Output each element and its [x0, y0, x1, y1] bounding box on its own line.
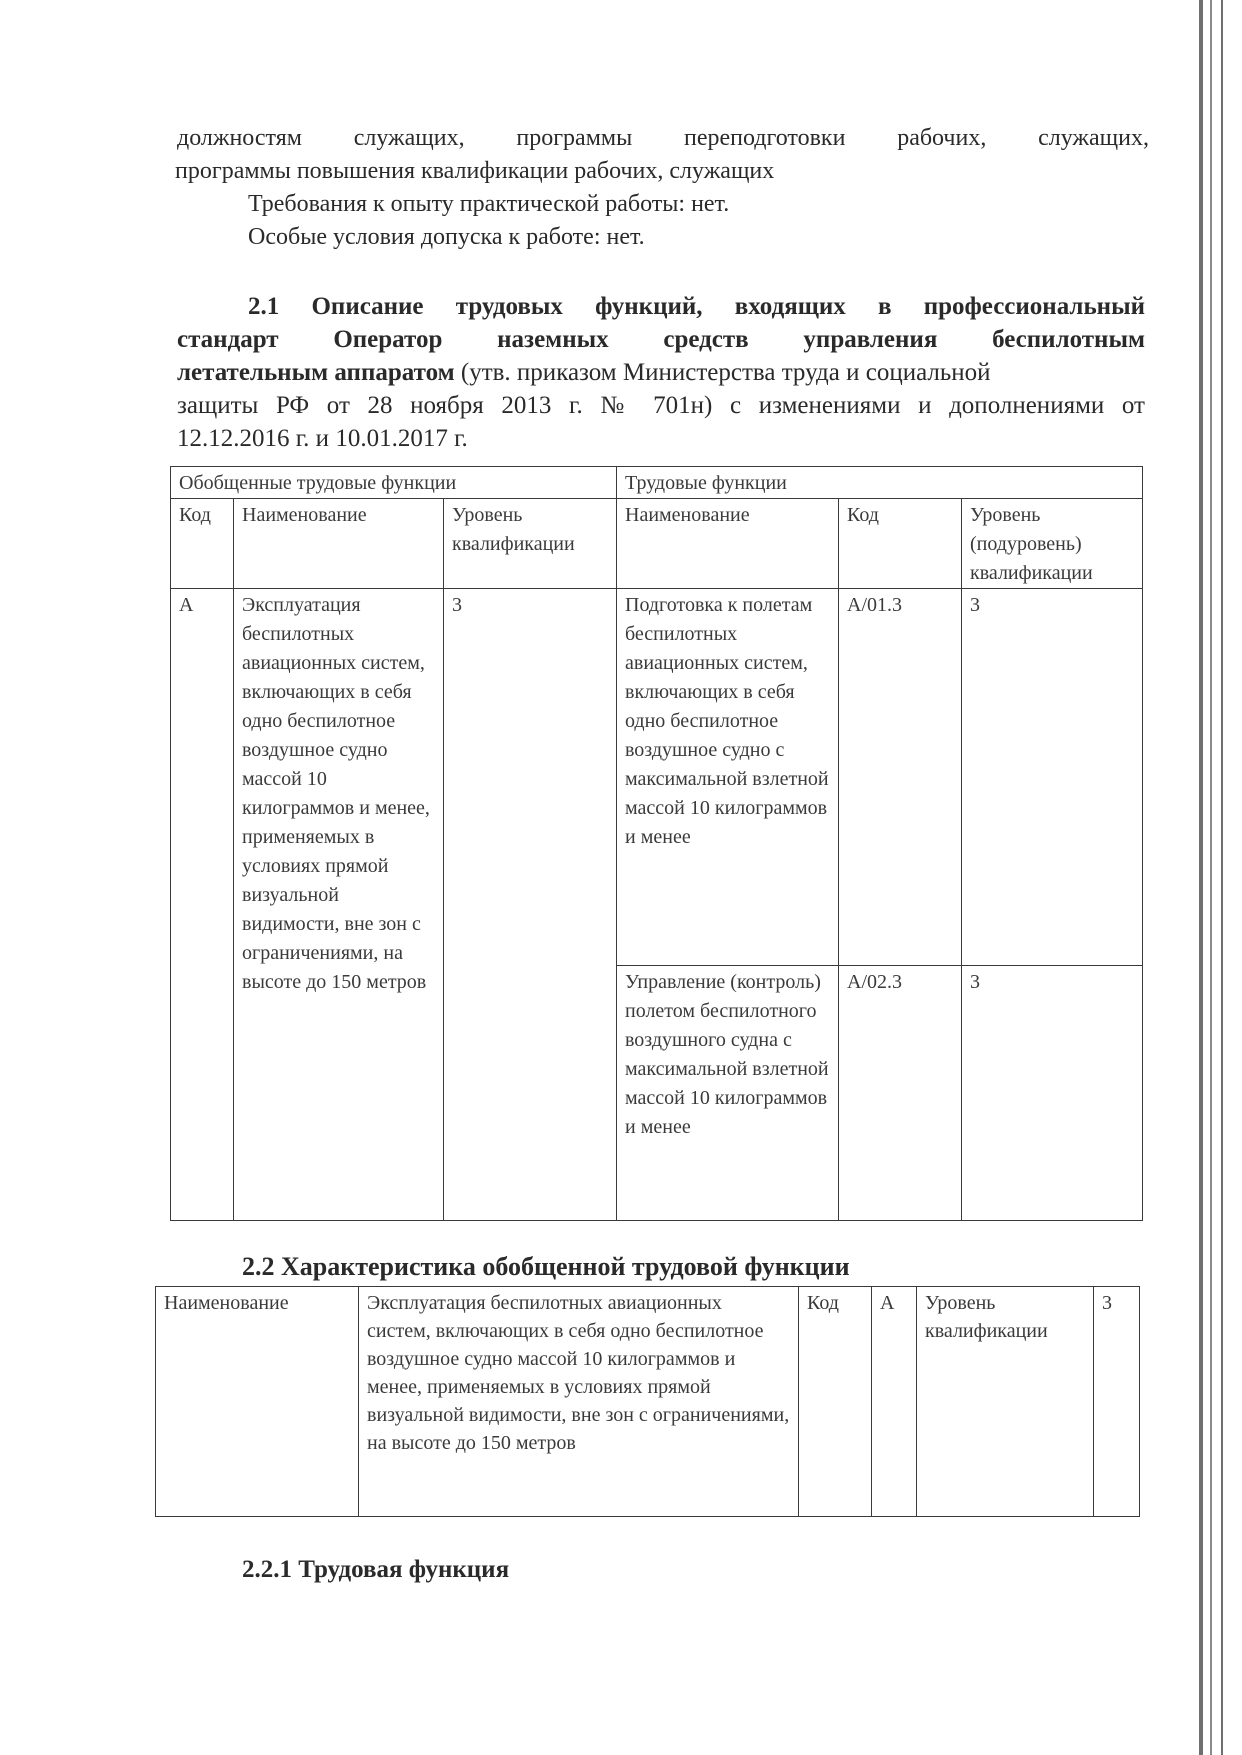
table-row	[171, 589, 1143, 966]
section-2-1-line-5: 12.12.2016 г. и 10.01.2017 г.	[177, 425, 468, 452]
gf-level-cell: 3	[444, 589, 617, 1221]
col-header-name: Наименование	[234, 499, 444, 589]
tf-code-cell: А/02.3	[839, 966, 962, 1221]
col-header-tf-code: Код	[839, 499, 962, 589]
labor-functions-table	[170, 466, 1143, 1221]
name-label: Наименование	[156, 1287, 359, 1517]
intro-line-2: программы повышения квалификации рабочих, служащих	[175, 158, 775, 184]
generalized-function-characteristics-table	[155, 1286, 1140, 1517]
page-edge-line	[1210, 0, 1212, 1755]
intro-line-1: должностям служащих, программы переподготовки рабочих, служащих,	[177, 125, 1149, 151]
generalized-functions-header: Обобщенные трудовые функции	[171, 467, 617, 499]
section-2-1-heading-line-1: 2.1 Описание трудовых функций, входящих в профессиональный	[248, 293, 1145, 320]
section-2-2-1-title: 2.2.1 Трудовая функция	[242, 1556, 510, 1583]
labor-functions-header: Трудовые функции	[617, 467, 1143, 499]
section-2-1-heading-line-3	[177, 358, 1145, 388]
level-value: 3	[1094, 1287, 1140, 1517]
special-conditions: Особые условия допуска к работе: нет.	[248, 224, 645, 250]
tf-code-cell: А/01.3	[839, 589, 962, 966]
code-value: А	[872, 1287, 917, 1517]
level-label: Уровень квалификации	[917, 1287, 1094, 1517]
section-2-2-title: 2.2 Характеристика обобщенной трудовой функции	[242, 1252, 850, 1281]
name-value: Эксплуатация беспилотных авиационных систем, включающих в себя одно беспилотное воздушное судно массой 10 килограммов и менее, применяемых в условиях прямой визуальной видимости, вне зон с ограничениями, на высоте до 150 метров	[359, 1287, 799, 1517]
col-header-tf-level: Уровень (подуровень) квалификации	[962, 499, 1143, 589]
page-edge-line	[1221, 0, 1223, 1755]
code-label: Код	[799, 1287, 872, 1517]
gf-name-cell: Эксплуатация беспилотных авиационных систем, включающих в себя одно беспилотное воздушное судно массой 10 килограммов и менее, применяемых в условиях прямой визуальной видимости, вне зон с ограничениями, на высоте до 150 метров	[234, 589, 444, 1221]
tf-level-cell: 3	[962, 966, 1143, 1221]
experience-requirement: Требования к опыту практической работы: нет.	[248, 191, 730, 217]
gf-code-cell: А	[171, 589, 234, 1221]
section-2-1-order-ref: (утв. приказом Министерства труда и социальной	[454, 359, 991, 386]
page-edge-line	[1199, 0, 1203, 1755]
section-2-1-line-4: защиты РФ от 28 ноября 2013 г. № 701н) с изменениями и дополнениями от	[177, 392, 1145, 419]
col-header-tf-name: Наименование	[617, 499, 839, 589]
tf-name-cell: Подготовка к полетам беспилотных авиационных систем, включающих в себя одно беспилотное воздушное судно с максимальной взлетной массой 10 килограммов и менее	[617, 589, 839, 966]
section-2-1-heading-bold-part: летательным аппаратом	[177, 359, 455, 386]
col-header-level: Уровень квалификации	[444, 499, 617, 589]
tf-name-cell: Управление (контроль) полетом беспилотного воздушного судна с максимальной взлетной массой 10 килограммов и менее	[617, 966, 839, 1221]
tf-level-cell: 3	[962, 589, 1143, 966]
col-header-code: Код	[171, 499, 234, 589]
section-2-1-heading-line-2: стандарт Оператор наземных средств управления беспилотным	[177, 326, 1145, 353]
